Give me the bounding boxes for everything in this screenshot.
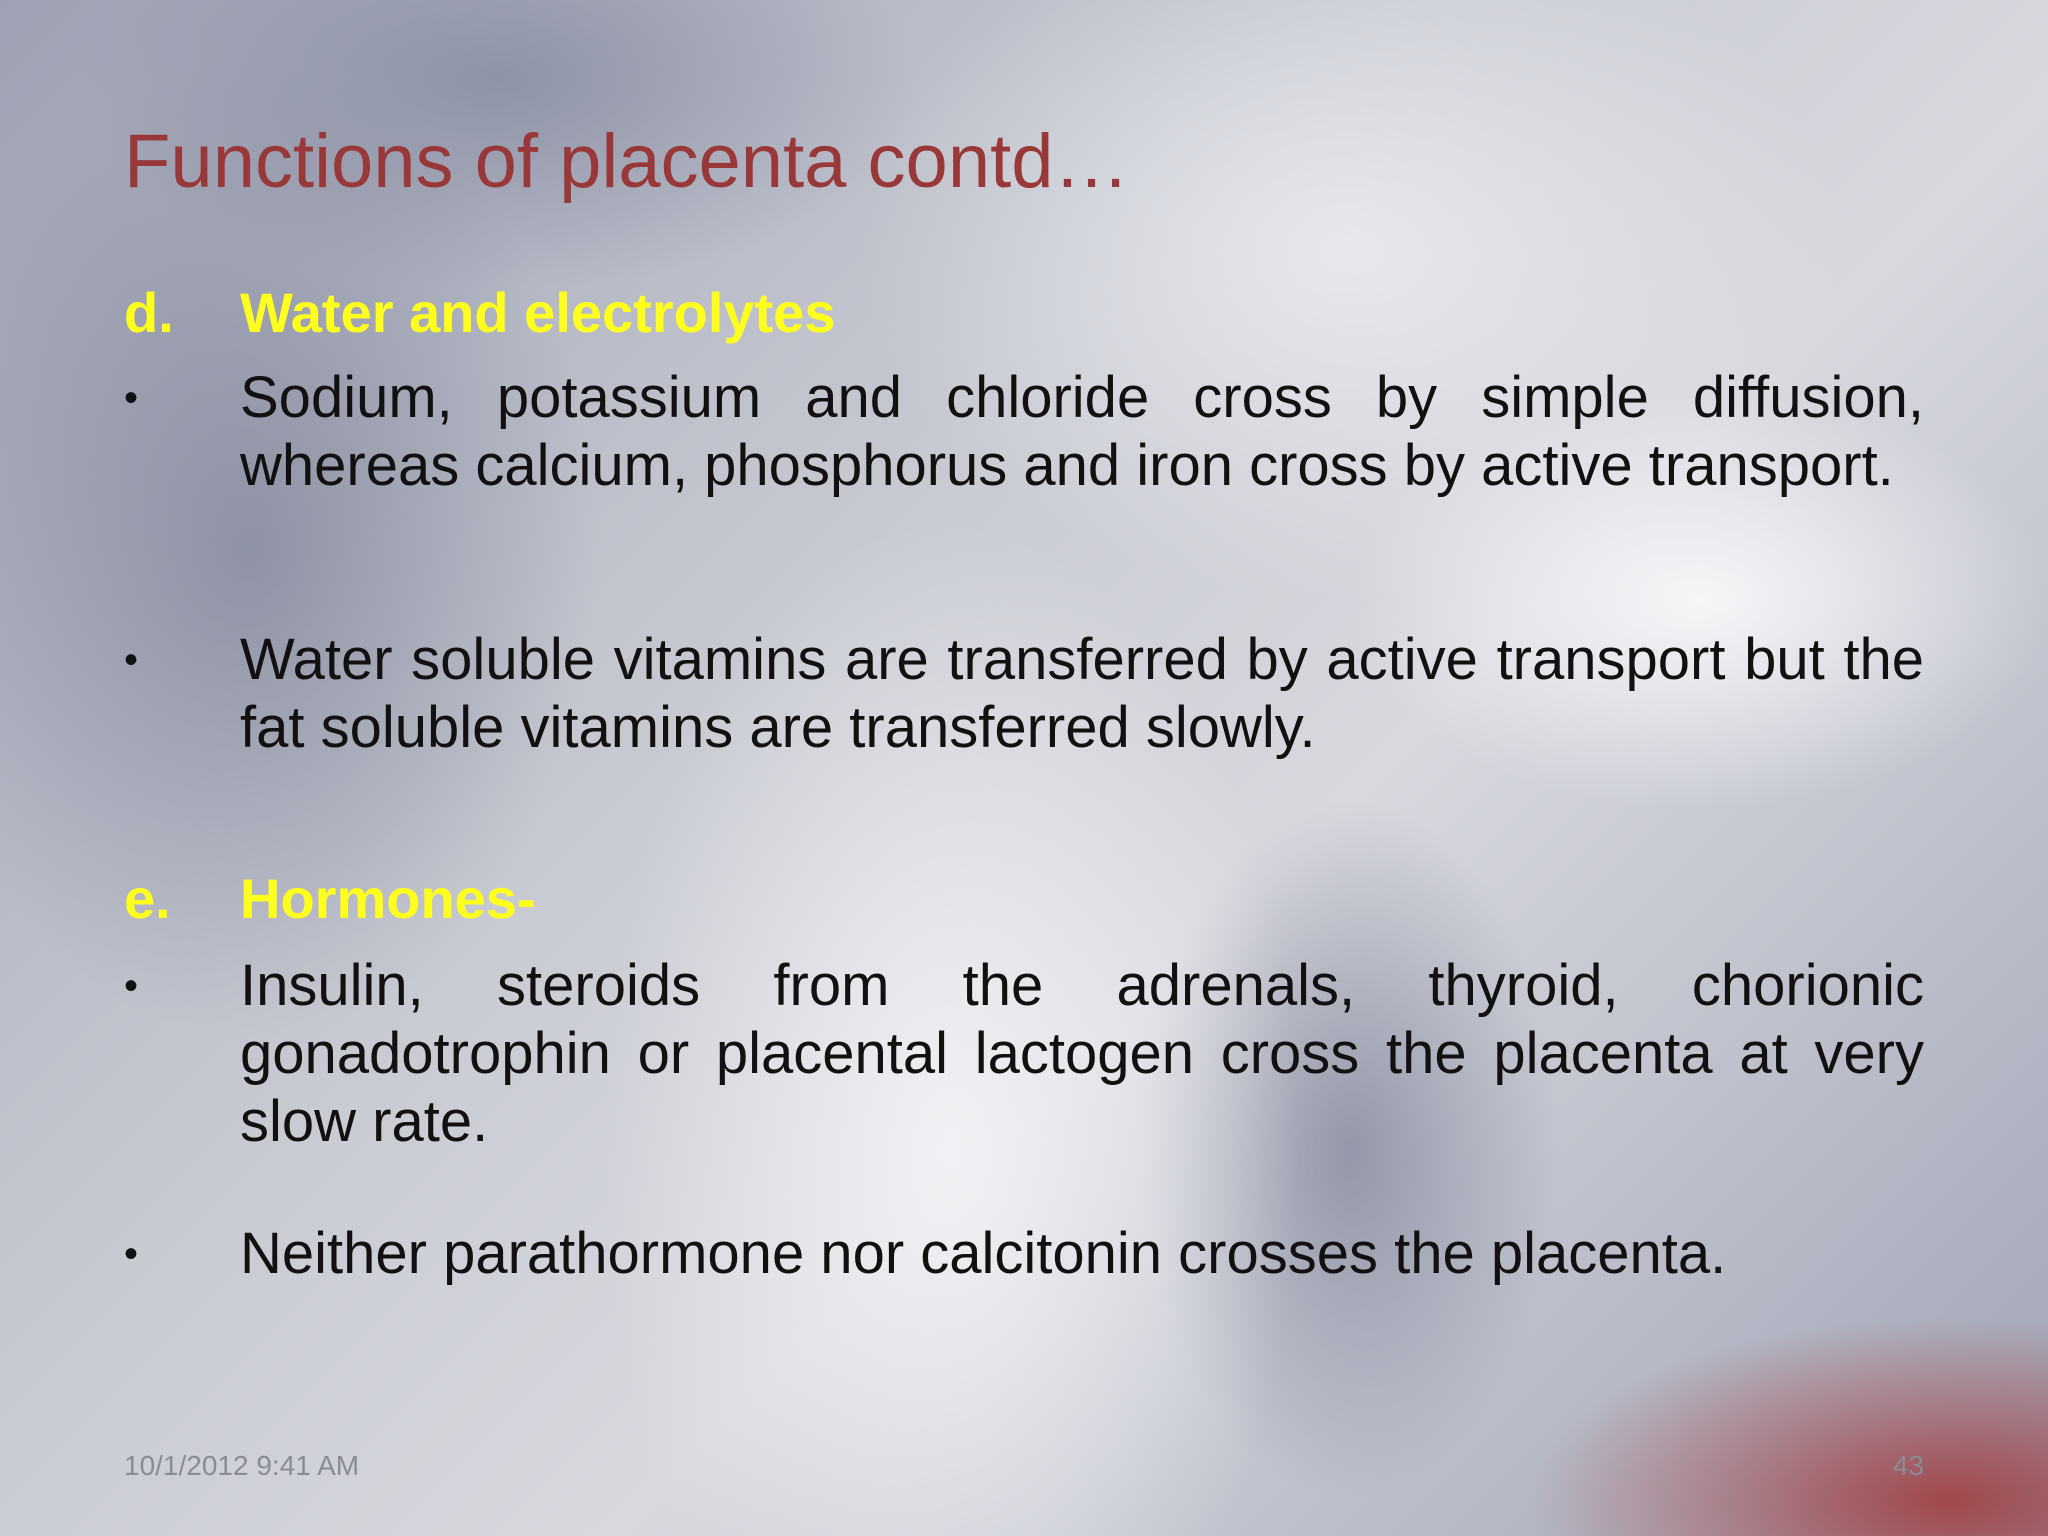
slide-title: Functions of placenta contd… xyxy=(124,119,1130,204)
section-marker: e. xyxy=(124,867,171,930)
bullet-text: Water soluble vitamins are transferred by active transport but the fat soluble vitamins are transferred slowly. xyxy=(240,627,1924,760)
bullet-text: Neither parathormone nor calcitonin crosses the placenta. xyxy=(240,1221,1727,1286)
section-heading-text: Water and electrolytes xyxy=(240,281,836,344)
bullet-icon: • xyxy=(124,376,139,420)
bullet-icon: • xyxy=(124,1232,139,1276)
section-heading-text: Hormones- xyxy=(240,867,536,930)
bullet-text: Sodium, potassium and chloride cross by simple diffusion, whereas calcium, phosphorus and iron cross by active transport. xyxy=(240,365,1924,498)
footer-date: 10/1/2012 9:41 AM xyxy=(124,1450,360,1481)
bullet-text: Insulin, steroids from the adrenals, thyroid, chorionic gonadotrophin or placental lactogen cross the placenta at very slow rate. xyxy=(240,953,1924,1154)
bullet-icon: • xyxy=(124,964,139,1008)
bullet-icon: • xyxy=(124,638,139,682)
slide-number: 43 xyxy=(1892,1450,1924,1481)
section-marker: d. xyxy=(124,281,174,344)
